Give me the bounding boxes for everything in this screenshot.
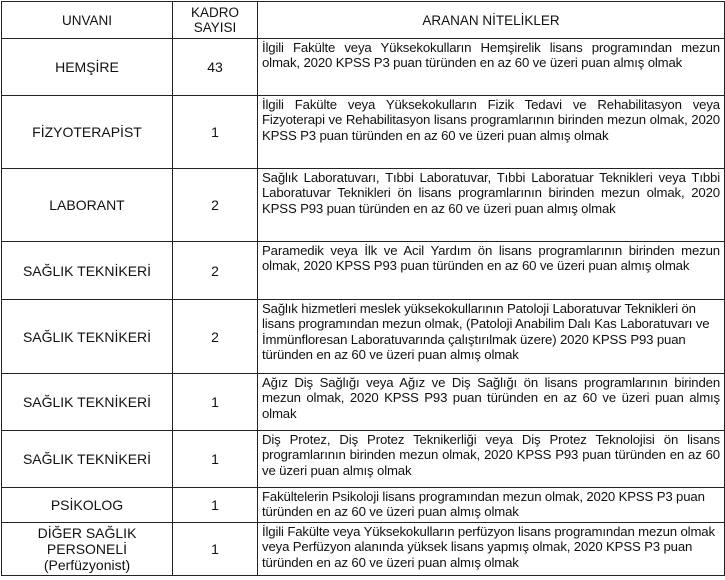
table-row <box>2 242 725 300</box>
table-row <box>2 374 725 431</box>
position-count: 2 <box>173 300 258 374</box>
position-title: HEMŞİRE <box>2 39 173 96</box>
position-title: FİZYOTERAPİST <box>2 96 173 169</box>
position-requirements: İlgili Fakülte veya Yüksekokulların Fizik Tedavi ve Rehabilitasyon veya Fizyoterapi ve Rehabilitasyon lisans programlarının birinden mezun olmak, 2020 KPSS P3 puan türünden en az 60 ve üzeri puan almış olmak <box>258 96 725 169</box>
position-title: SAĞLIK TEKNİKERİ <box>2 300 173 374</box>
position-title-line1: DİĞER SAĞLIK <box>37 525 137 541</box>
position-requirements: Sağlık Laboratuvarı, Tıbbi Laboratuvar, Tıbbi Laboratuar Teknikleri veya Tıbbi Laboratuvar Teknikleri ön lisans programlarının birinden mezun olmak, 2020 KPSS P93 puan türünden en az 60 ve üzeri puan almış olmak <box>258 169 725 242</box>
position-title-multiline <box>2 523 173 576</box>
table-row <box>2 39 725 96</box>
position-requirements: Ağız Diş Sağlığı veya Ağız ve Diş Sağlığı ön lisans programlarının birinden mezun olmak, 2020 KPSS P93 puan türünden en az 60 ve üzeri puan almış olmak <box>258 374 725 431</box>
table-row <box>2 431 725 488</box>
table-row <box>2 300 725 374</box>
position-title: LABORANT <box>2 169 173 242</box>
position-title-line2-main: PERSONELİ <box>46 541 128 557</box>
position-title: PSİKOLOG <box>2 488 173 523</box>
position-requirements: Diş Protez, Diş Protez Teknikerliği veya Diş Protez Teknolojisi ön lisans programlarının birinden mezun olmak, 2020 KPSS P93 puan türünden en az 60 ve üzeri puan almış olmak <box>258 431 725 488</box>
position-title: SAĞLIK TEKNİKERİ <box>2 242 173 300</box>
position-requirements: İlgili Fakülte veya Yüksekokulların Hemşirelik lisans programından mezun olmak, 2020 KPSS P3 puan türünden en az 60 ve üzeri puan almış olmak <box>258 39 725 96</box>
position-requirements: İlgili Fakülte veya Yüksekokulların perfüzyon lisans programından mezun olmak veya Perfüzyon alanında yüksek lisans yapmış olmak, 2020 KPSS P3 puan türünden en az 60 ve üzeri puan almış olmak <box>258 523 725 576</box>
position-requirements: Fakültelerin Psikoloji lisans programından mezun olmak, 2020 KPSS P3 puan türünden en az 60 ve üzeri puan almış olmak <box>258 488 725 523</box>
position-title-line2 <box>2 541 172 573</box>
staff-requirements-table <box>1 1 725 576</box>
position-requirements: Paramedik veya İlk ve Acil Yardım ön lisans programlarının birinden mezun olmak, 2020 KPSS P93 puan türünden en az 60 ve üzeri puan almış olmak <box>258 242 725 300</box>
position-count: 2 <box>173 242 258 300</box>
position-count: 1 <box>173 431 258 488</box>
table-row <box>2 523 725 576</box>
header-title: UNVANI <box>2 2 173 39</box>
position-count: 43 <box>173 39 258 96</box>
position-requirements: Sağlık hizmetleri meslek yüksekokullarının Patoloji Laboratuvar Teknikleri ön lisans programından mezun olmak, (Patoloji Anabilim Dalı Kas Laboratuvarı ve İmmünfloresan Laboratuvarında çalıştırılmak üzere) 2020 KPSS P93 puan türünden en az 60 ve üzeri puan almış olmak <box>258 300 725 374</box>
position-title-note: (Perfüzyonist) <box>43 557 131 573</box>
position-count: 1 <box>173 96 258 169</box>
table-row <box>2 96 725 169</box>
table-row <box>2 488 725 523</box>
header-row <box>2 2 725 39</box>
position-count: 1 <box>173 523 258 576</box>
position-count: 1 <box>173 488 258 523</box>
header-count-line1: KADRO <box>190 5 239 20</box>
header-count-line2: SAYISI <box>193 20 237 35</box>
position-title: SAĞLIK TEKNİKERİ <box>2 374 173 431</box>
position-title: SAĞLIK TEKNİKERİ <box>2 431 173 488</box>
position-count: 2 <box>173 169 258 242</box>
header-count <box>173 2 258 39</box>
table-row <box>2 169 725 242</box>
header-requirements: ARANAN NİTELİKLER <box>258 2 725 39</box>
position-count: 1 <box>173 374 258 431</box>
